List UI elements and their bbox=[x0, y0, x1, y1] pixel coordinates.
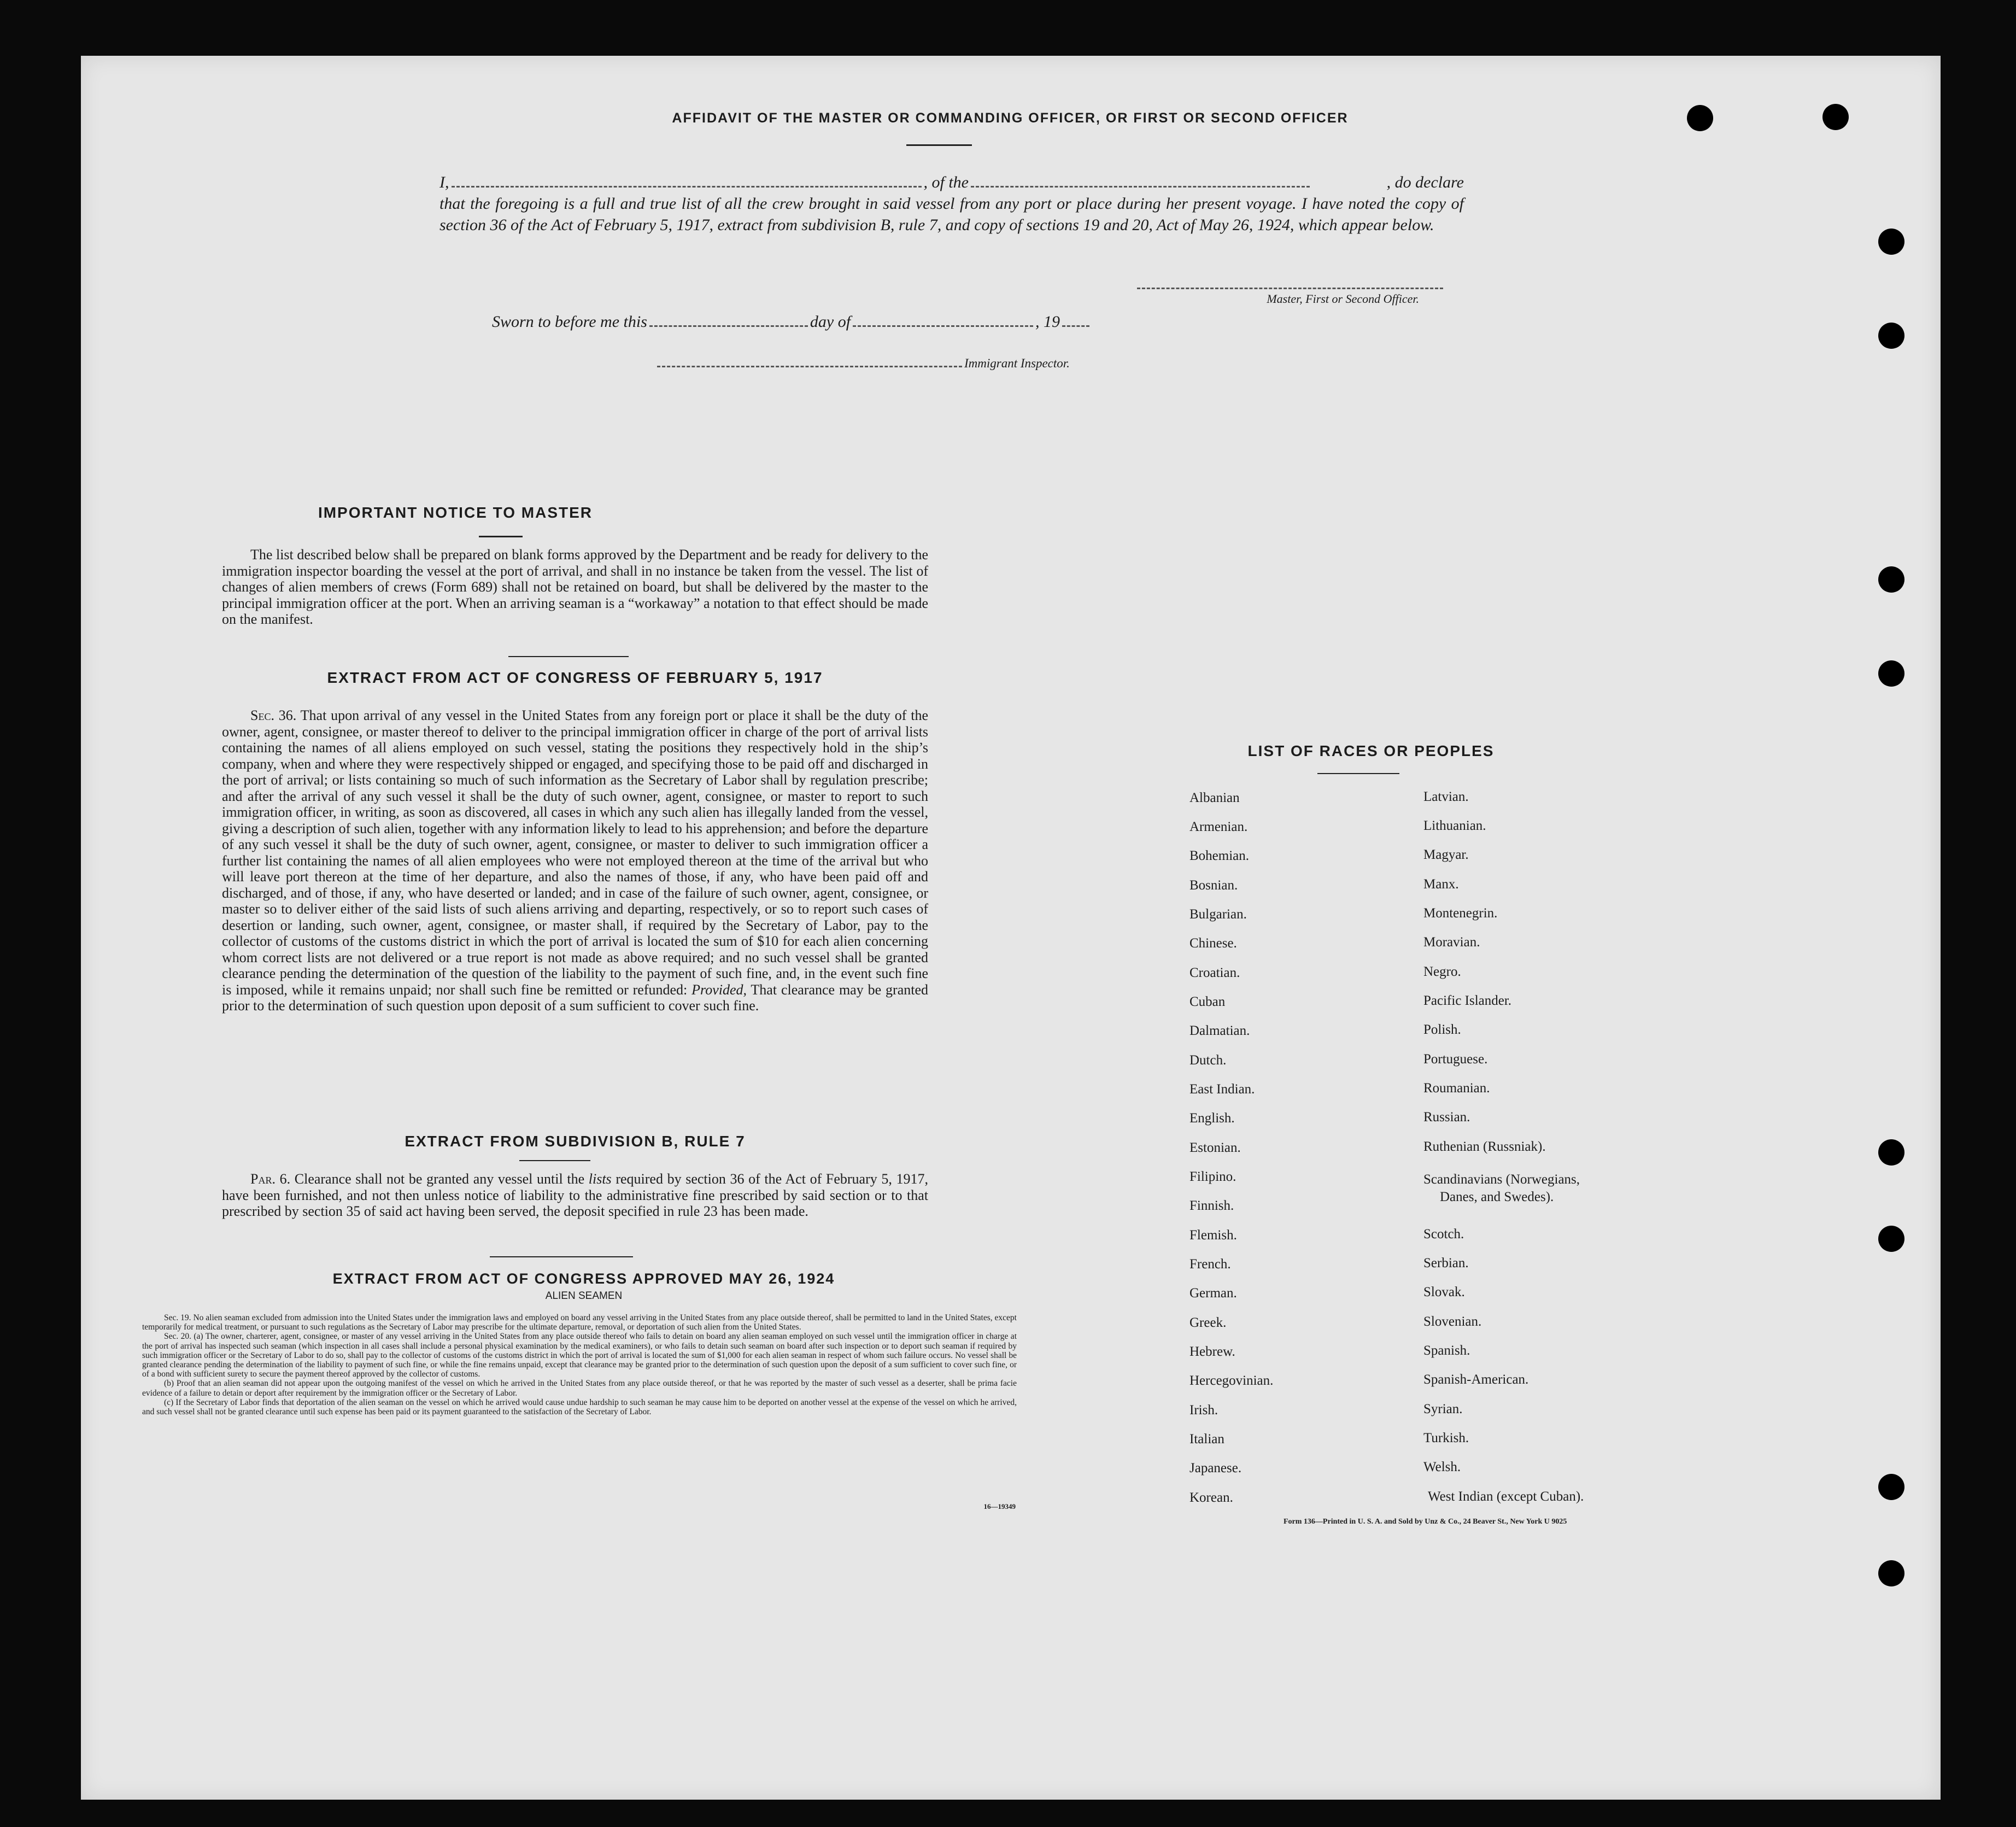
punch-hole bbox=[1687, 105, 1713, 131]
race-item: Pacific Islander. bbox=[1423, 993, 1512, 1008]
race-item: Irish. bbox=[1189, 1403, 1218, 1418]
race-item: Chinese. bbox=[1189, 936, 1237, 951]
race-item: Hebrew. bbox=[1189, 1344, 1235, 1359]
race-item: Serbian. bbox=[1423, 1256, 1469, 1270]
race-item: East Indian. bbox=[1189, 1082, 1255, 1097]
sworn-line: Sworn to before me this day of , 19 bbox=[492, 313, 1257, 331]
sworn-month-blank[interactable] bbox=[853, 325, 1033, 327]
affidavit-divider bbox=[906, 144, 972, 146]
races-divider bbox=[1317, 773, 1399, 774]
race-item: Scotch. bbox=[1423, 1227, 1464, 1242]
inspector-signature-blank[interactable] bbox=[657, 366, 962, 367]
race-item: Dutch. bbox=[1189, 1053, 1227, 1068]
races-title: LIST OF RACES OR PEOPLES bbox=[1247, 742, 1495, 759]
punch-hole bbox=[1878, 1226, 1904, 1252]
race-item: Korean. bbox=[1189, 1490, 1233, 1505]
race-item: Spanish-American. bbox=[1423, 1372, 1529, 1387]
punch-hole bbox=[1878, 660, 1904, 687]
sworn-day-blank[interactable] bbox=[649, 325, 808, 327]
race-item: Albanian bbox=[1189, 790, 1240, 805]
race-item: Negro. bbox=[1423, 964, 1461, 979]
sworn-year-blank[interactable] bbox=[1062, 325, 1089, 327]
race-item: West Indian (except Cuban). bbox=[1428, 1489, 1584, 1504]
race-item: Danes, and Swedes). bbox=[1440, 1190, 1554, 1204]
race-item: Portuguese. bbox=[1423, 1052, 1488, 1067]
form-page bbox=[81, 56, 1941, 1800]
punch-hole bbox=[1822, 104, 1849, 130]
race-item: Finnish. bbox=[1189, 1198, 1234, 1213]
race-item: Roumanian. bbox=[1423, 1081, 1490, 1096]
affidavit-body: that the foregoing is a full and true list of all the crew brought in said vessel from any port or place during her present voyage. I have noted the copy of section 36 of the Act of February 5, 1917, extract from subdivision B, rule 7, and copy of sections 19 and 20, Act of May 26, 1924, which appear below. bbox=[439, 195, 1464, 234]
race-item: Armenian. bbox=[1189, 819, 1248, 834]
section-divider bbox=[508, 656, 629, 657]
notice-body: The list described below shall be prepared on blank forms approved by the Department and be ready for delivery to the immigration inspector boarding the vessel at the port of arrival, and shall in no instance be taken from the vessel. The list of changes of alien members of crews (Form 689) shall not be retained on board, but shall be delivered by the master to the principal immigration officer at the port. When an arriving seaman is a “workaway” a notation to that effect should be made on the manifest. bbox=[222, 547, 928, 627]
punch-hole bbox=[1878, 1139, 1904, 1166]
race-item: Filipino. bbox=[1189, 1169, 1236, 1184]
race-item: Lithuanian. bbox=[1423, 818, 1486, 833]
race-item: Syrian. bbox=[1423, 1402, 1463, 1416]
extract-1924-title: EXTRACT FROM ACT OF CONGRESS APPROVED MAY 26, 1924 bbox=[332, 1270, 835, 1287]
extract-1917-title: EXTRACT FROM ACT OF CONGRESS OF FEBRUARY 5, 1917 bbox=[327, 669, 823, 686]
race-item: Polish. bbox=[1423, 1022, 1461, 1037]
extract-1917-body: Sec. 36. That upon arrival of any vessel in the United States from any foreign port or place it shall be the duty of the owner, agent, consignee, or master thereof to deliver to the principal immigration officer in charge of the port of arrival lists containing the names of all aliens employed on such vessel, stating the positions they respectively hold in the ship’s company, when and where they were respectively shipped or engaged, and specifying those to be paid off and discharged in the port of arrival; or lists containing so much of such information as the Secretary of Labor shall by regulation prescribe; and after the arrival of any such vessel it shall be the duty of such owner, agent, consignee, or master to report to such immigration officer, in writing, as soon as discovered, all cases in which any such alien has illegally landed from the vessel, giving a description of such alien, together with any information likely to lead to his apprehension; and before the departure of any such vessel it shall be the duty of such owner, agent, consignee, or master to deliver to such immigration officer a further list containing the names of all alien employees who were not employed thereon at the time of the arrival but who will leave port thereon at the time of her departure, and also the names of those, if any, who have been paid off and discharged, and of those, if any, who have deserted or landed; and in case of the failure of such owner, agent, consignee, or master so to deliver either of the said lists of such aliens arriving and departing, respectively, or so to report such cases of desertion or landing, such owner, agent, consignee, or master shall, if required by the Secretary of Labor, pay to the collector of customs of the customs district in which the port of arrival is located the sum of $10 for each alien concerning whom correct lists are not delivered or a true report is not made as above required; and no such vessel shall be granted clearance pending the determination of the question of the liability to the payment of such fine, and, in the event such fine is imposed, while it remains unpaid; nor shall such fine be remitted or refunded: Provided, That clearance may be granted prior to the determination of such question upon deposit of a sum sufficient to cover such fine. bbox=[222, 707, 928, 1014]
notice-divider bbox=[479, 536, 523, 537]
race-item: Scandinavians (Norwegians, bbox=[1423, 1172, 1580, 1187]
subdivision-divider bbox=[519, 1160, 590, 1161]
race-item: Italian bbox=[1189, 1432, 1224, 1447]
race-item: Dalmatian. bbox=[1189, 1023, 1250, 1038]
affidavit-title: AFFIDAVIT OF THE MASTER OR COMMANDING OFFICER, OR FIRST OR SECOND OFFICER bbox=[672, 110, 1349, 126]
affidavit-declaration: I, , of the , do declare that the foregoing is a full and true list of all the crew brought in said vessel from any port or place during her present voyage. I have noted the copy of section 36 of the Act of February 5, 1917, extract from subdivision B, rule 7, and copy of sections 19 and 20, Act of May 26, 1924, which appear below. bbox=[439, 172, 1464, 236]
race-item: Montenegrin. bbox=[1423, 906, 1498, 921]
race-item: French. bbox=[1189, 1257, 1231, 1272]
punch-hole bbox=[1878, 1474, 1904, 1500]
punch-hole bbox=[1878, 229, 1904, 255]
race-item: Cuban bbox=[1189, 994, 1226, 1009]
race-item: Russian. bbox=[1423, 1110, 1470, 1125]
race-item: Welsh. bbox=[1423, 1460, 1461, 1474]
race-item: Japanese. bbox=[1189, 1461, 1242, 1475]
notice-title: IMPORTANT NOTICE TO MASTER bbox=[318, 504, 593, 521]
race-item: Bosnian. bbox=[1189, 878, 1238, 893]
extract-1924-body: Sec. 19. No alien seaman excluded from admission into the United States under the immigration laws and employed on board any vessel arriving in the United States from any place outside thereof, shall be permitted to land in the United States, except temporarily for medical treatment, or pursuant to such regulations as the Secretary of Labor may prescribe for the ultimate departure, removal, or deportation of such alien from the United States. Sec. 20. (a) The owner, charterer, agent, consignee, or master of any vessel arriving in the United States from any place outside thereof who fails to detain on board any alien seaman employed on such vessel until the immigration officer in charge at the port of arrival has inspected such seaman (which inspection in all cases shall include a personal physical examination by the medical examiners), or who fails to detain such seaman on board after such inspection or to deport such seaman if required by such immigration officer or the Secretary of Labor to do so, shall pay to the collector of customs of the customs district in which the port of arrival is located the sum of $1,000 for each alien seaman in respect of whom such failure occurs. No vessel shall be granted clearance pending the determination of the liability to payment of such fine, or while the fine remains unpaid, except that clearance may be granted prior to the determination of such question upon the deposit of a sum sufficient to cover such fine, or of a bond with sufficient surety to secure the payment thereof approved by the collector of customs. (b) Proof that an alien seaman did not appear upon the outgoing manifest of the vessel on which he arrived in the United States from any place outside thereof, or that he was reported by the master of such vessel as a deserter, shall be prima facie evidence of a failure to detain or deport after requirement by the immigration officer or the Secretary of Labor. (c) If the Secretary of Labor finds that deportation of the alien seaman on the vessel on which he arrived would cause undue hardship to such seaman he may cause him to be deported on another vessel at the expense of the vessel on which he arrived, and such vessel shall not be granted clearance until such expense has been paid or its payment guaranteed to the satisfaction of the Secretary of Labor. bbox=[142, 1313, 1017, 1417]
race-item: Latvian. bbox=[1423, 789, 1469, 804]
vessel-blank[interactable] bbox=[971, 186, 1310, 188]
race-item: Greek. bbox=[1189, 1315, 1227, 1330]
race-item: Magyar. bbox=[1423, 847, 1469, 862]
form-code: 16—19349 bbox=[983, 1502, 1016, 1510]
extract-1924-subtitle: ALIEN SEAMEN bbox=[545, 1290, 623, 1302]
section-divider bbox=[490, 1256, 633, 1257]
race-item: Moravian. bbox=[1423, 935, 1480, 950]
inspector-line: Immigrant Inspector. bbox=[657, 356, 1149, 371]
race-item: Spanish. bbox=[1423, 1343, 1470, 1358]
race-item: Ruthenian (Russniak). bbox=[1423, 1139, 1546, 1154]
race-item: Turkish. bbox=[1423, 1431, 1469, 1445]
race-item: German. bbox=[1189, 1286, 1237, 1301]
subdivision-body: Par. 6. Clearance shall not be granted any vessel until the lists required by section 36 of the Act of February 5, 1917, have been furnished, and not then unless notice of liability to the administrative fine prescribed by said section or to that prescribed by section 35 of said act having been served, the deposit specified in rule 23 has been made. bbox=[222, 1171, 929, 1219]
punch-hole bbox=[1878, 323, 1904, 349]
master-signature-line[interactable] bbox=[1137, 288, 1443, 289]
race-item: Manx. bbox=[1423, 877, 1459, 892]
subdivision-title: EXTRACT FROM SUBDIVISION B, RULE 7 bbox=[405, 1133, 746, 1150]
punch-hole bbox=[1878, 1560, 1904, 1586]
race-item: Slovenian. bbox=[1423, 1314, 1482, 1329]
race-item: Slovak. bbox=[1423, 1285, 1465, 1299]
race-item: English. bbox=[1189, 1111, 1235, 1126]
printer-footer: Form 136—Printed in U. S. A. and Sold by Unz & Co., 24 Beaver St., New York U 9025 bbox=[1284, 1518, 1567, 1526]
race-item: Hercegovinian. bbox=[1189, 1373, 1274, 1388]
punch-hole bbox=[1878, 566, 1904, 593]
race-item: Bohemian. bbox=[1189, 848, 1250, 863]
race-item: Bulgarian. bbox=[1189, 907, 1247, 922]
master-signature-label: Master, First or Second Officer. bbox=[1267, 292, 1419, 306]
race-item: Flemish. bbox=[1189, 1228, 1237, 1243]
race-item: Croatian. bbox=[1189, 965, 1240, 980]
race-item: Estonian. bbox=[1189, 1140, 1241, 1155]
name-blank[interactable] bbox=[452, 186, 922, 188]
